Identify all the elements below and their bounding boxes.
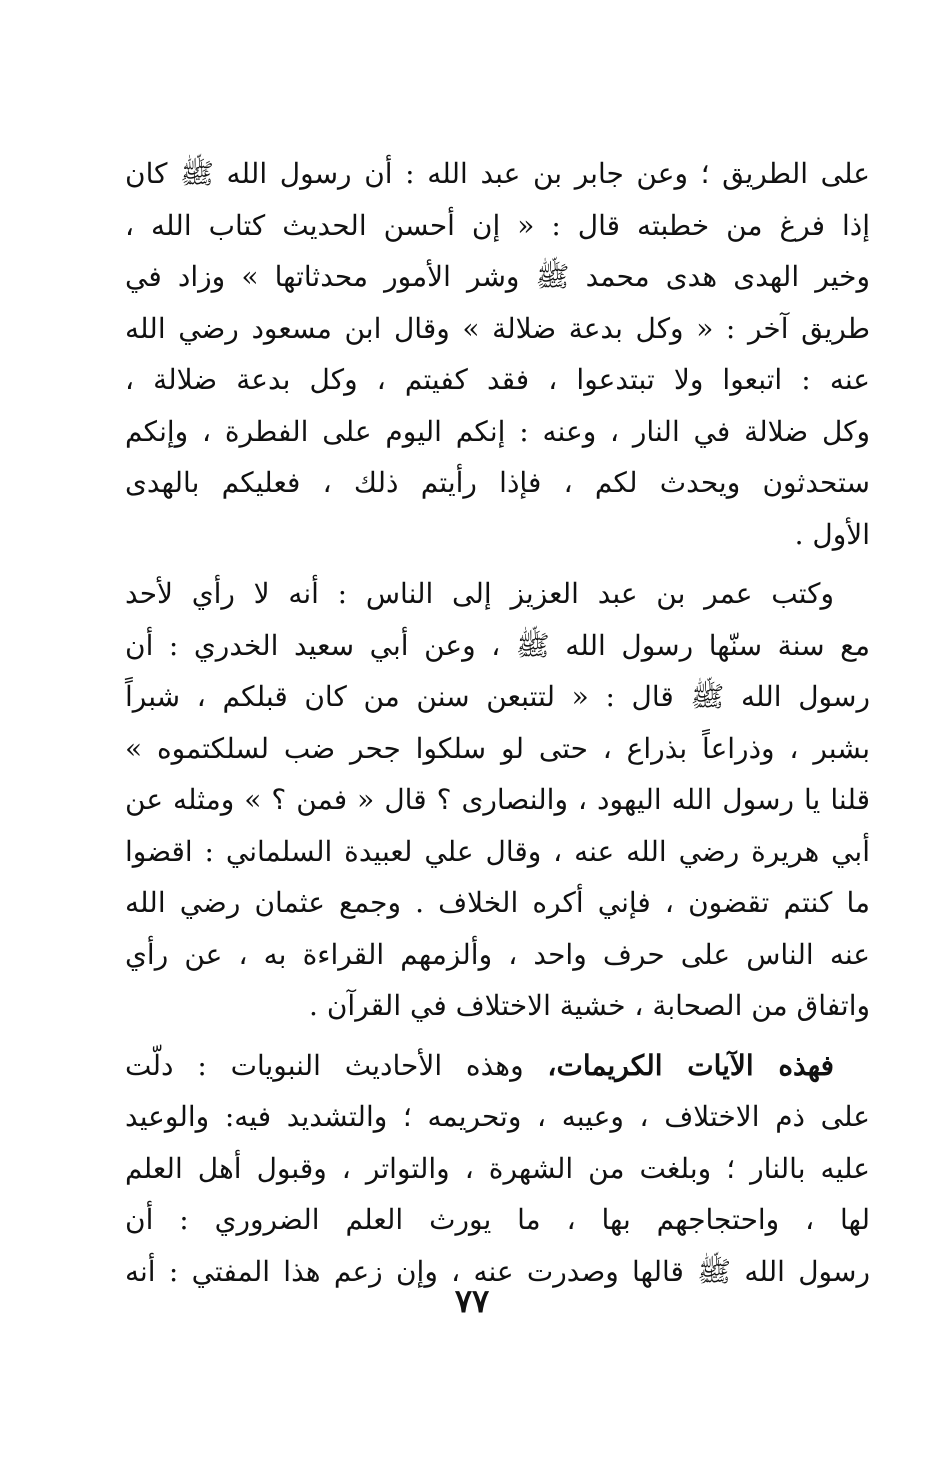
text-line: لها ، واحتجاجهم بها ، ما يورث العلم الضروري : أن: [125, 1203, 870, 1236]
text-line: رسول الله ﷺ قالها وصدرت عنه ، وإن زعم هذا المفتي : أنه: [125, 1254, 870, 1288]
text-line: [125, 1040, 870, 1092]
text-line: عنه الناس على حرف واحد ، وألزمهم القراءة به ، عن رأي: [125, 937, 870, 971]
text-line: أبي هريرة رضي الله عنه ، وقال علي لعبيدة السلماني : اقضوا: [125, 834, 870, 868]
page-body: [125, 148, 870, 1297]
text-line: رسول الله ﷺ قال : « لتتبعن سنن من كان قبلكم ، شبراً: [125, 680, 870, 713]
text-line: بشبر ، وذراعاً بذراع ، حتى لو سلكوا جحر ضب لسلكتموه »: [125, 731, 870, 765]
text-line: وخير الهدى هدى محمد ﷺ وشر الأمور محدثاتها » وزاد في: [125, 260, 870, 293]
text-line: ستحدثون ويحدث لكم ، فإذا رأيتم ذلك ، فعليكم بالهدى: [125, 466, 870, 499]
text-line: طريق آخر : « وكل بدعة ضلالة » وقال ابن مسعود رضي الله: [125, 311, 870, 345]
paragraph-3: [125, 1040, 870, 1298]
text-line: ما كنتم تقضون ، فإني أكره الخلاف . وجمع عثمان رضي الله: [125, 886, 870, 919]
text-line: إذا فرغ من خطبته قال : « إن أحسن الحديث كتاب الله ،: [125, 208, 870, 242]
text-line: قلنا يا رسول الله اليهود ، والنصارى ؟ قال « فمن ؟ » ومثله عن: [125, 783, 870, 816]
paragraph-2: [125, 568, 870, 1032]
text-run: وهذه الأحاديث النبويات : دلّت: [125, 1048, 548, 1082]
text-line: عليه بالنار ؛ وبلغت من الشهرة ، والتواتر ، وقبول أهل العلم: [125, 1151, 870, 1185]
text-line: مع سنة سنّها رسول الله ﷺ ، وعن أبي سعيد الخدري : أن: [125, 628, 870, 662]
text-line: وكتب عمر بن عبد العزيز إلى الناس : أنه لا رأي لأحد: [125, 577, 834, 610]
text-line: عنه : اتبعوا ولا تبتدعوا ، فقد كفيتم ، وكل بدعة ضلالة ،: [125, 363, 870, 396]
page-number: ٧٧: [454, 1282, 490, 1320]
text-line: على ذم الاختلاف ، وعيبه ، وتحريمه ؛ والتشديد فيه: والوعيد: [125, 1100, 870, 1133]
text-line: على الطريق ؛ وعن جابر بن عبد الله : أن رسول الله ﷺ كان: [125, 157, 870, 190]
bold-phrase: فهذه الآيات الكريمات،: [547, 1048, 834, 1082]
text-line: الأول .: [794, 517, 870, 551]
text-line: وكل ضلالة في النار ، وعنه : إنكم اليوم على الفطرة ، وإنكم: [125, 414, 870, 448]
text-line: واتفاق من الصحابة ، خشية الاختلاف في القرآن .: [309, 989, 870, 1022]
paragraph-1: [125, 148, 870, 560]
